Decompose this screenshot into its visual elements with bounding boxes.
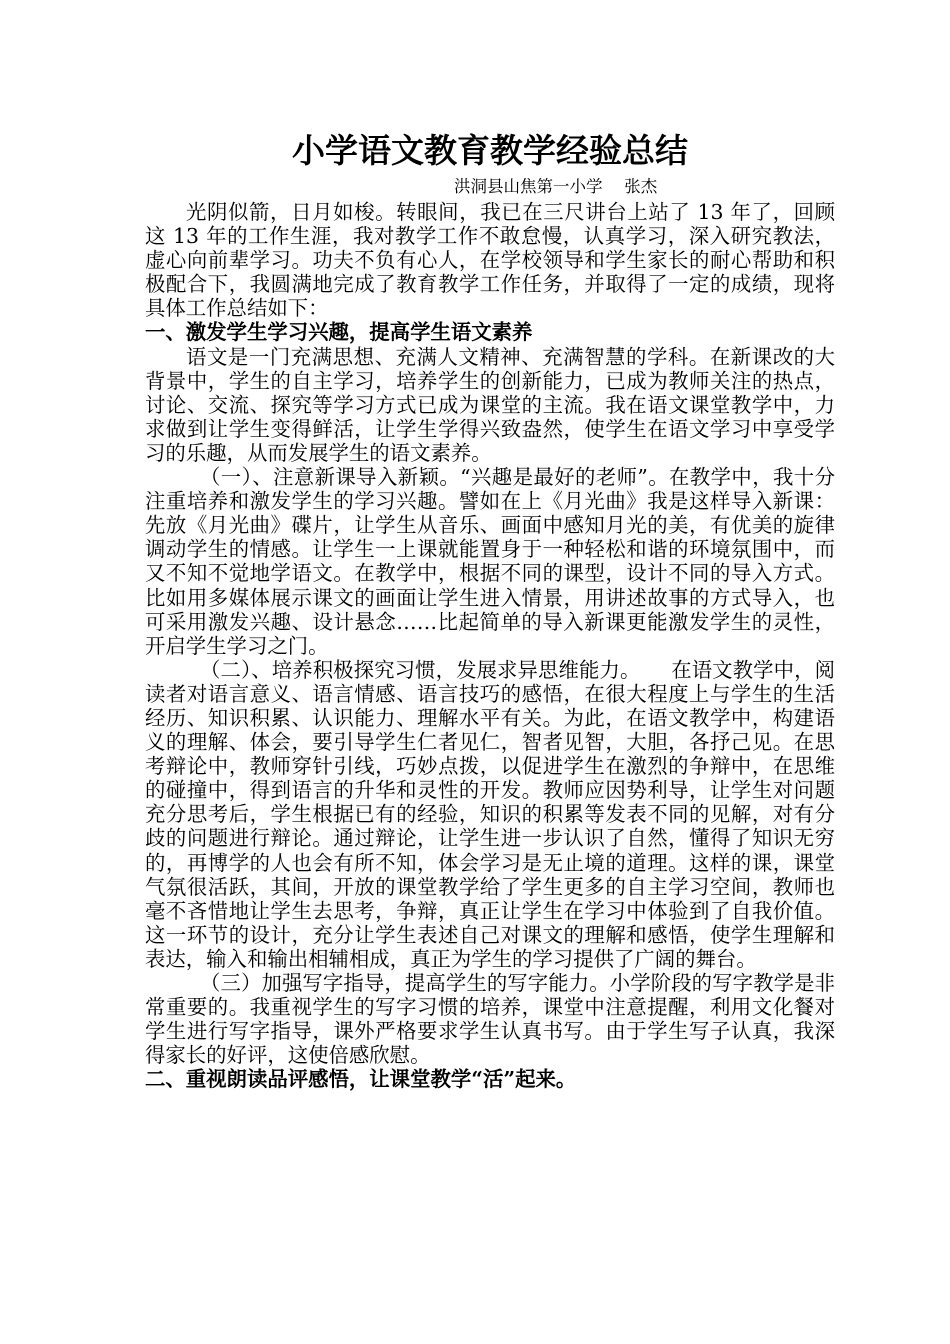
section-2-heading: 二、重视朗读品评感悟，让课堂教学“活”起来。 — [145, 1067, 577, 1092]
section-1-paragraph-1: 语文是一门充满思想、充满人文精神、充满智慧的学科。在新课改的大背景中，学生的自主学习，培养学生的创新能力，已成为教师关注的热点，讨论、交流、探究等学习方式已成为课堂的主流。我在语文课堂教学中，力求做到让学生变得鲜活，让学生学得兴致盎然，使学生在语文学习中享受学习的乐趣，从而发展学生的语文素养。 — [145, 344, 835, 465]
document-title: 小学语文教育教学经验总结 — [292, 131, 688, 170]
document-page — [145, 128, 835, 1091]
section-1-paragraph-2: （一）、注意新课导入新颖。“兴趣是最好的老师”。在教学中，我十分注重培养和激发学生的学习兴趣。譬如在上《月光曲》我是这样导入新课：先放《月光曲》碟片，让学生从音乐、画面中感知月光的美，有优美的旋律调动学生的情感。让学生一上课就能置身于一种轻松和谐的环境氛围中，而又不知不觉地学语文。在教学中，根据不同的课型，设计不同的导入方式。比如用多媒体展示课文的画面让学生进入情景，用讲述故事的方式导入，也可采用激发兴趣、设计悬念……比起简单的导入新课更能激发学生的灵性，开启学生学习之门。 — [145, 465, 835, 658]
section-1-paragraph-4: （三）加强写字指导，提高学生的写字能力。小学阶段的写字教学是非常重要的。我重视学生的写字习惯的培养，课堂中注意提醒，利用文化餐对学生进行写字指导，课外严格要求学生认真书写。由于学生写子认真，我深得家长的好评，这使倍感欣慰。 — [145, 971, 835, 1068]
document-body — [145, 200, 835, 1091]
author-byline: 洪洞县山焦第一小学 张杰 — [454, 177, 658, 196]
intro-paragraph: 光阴似箭，日月如梭。转眼间，我已在三尺讲台上站了 13 年了，回顾这 13 年的工作生涯，我对教学工作不敢怠慢，认真学习，深入研究教法，虚心向前辈学习。功夫不负有心人，在学校领导和学生家长的耐心帮助和积极配合下，我圆满地完成了教育教学工作任务，并取得了一定的成绩，现将具体工作总结如下： — [145, 200, 835, 321]
section-1-paragraph-3: （二）、培养积极探究习惯，发展求异思维能力。 在语文教学中，阅读者对语言意义、语言情感、语言技巧的感悟，在很大程度上与学生的生活经历、知识积累、认识能力、理解水平有关。为此，在语文教学中，构建语义的理解、体会，要引导学生仁者见仁，智者见智，大胆，各抒己见。在思考辩论中，教师穿针引线，巧妙点拨，以促进学生在激烈的争辩中，在思维的碰撞中，得到语言的升华和灵性的开发。教师应因势利导，让学生对问题充分思考后，学生根据已有的经验，知识的积累等发表不同的见解，对有分歧的问题进行辩论。通过辩论，让学生进一步认识了自然，懂得了知识无穷的，再博学的人也会有所不知，体会学习是无止境的道理。这样的课，课堂气氛很活跃，其间，开放的课堂教学给了学生更多的自主学习空间，教师也毫不吝惜地让学生去思考，争辩，真正让学生在学习中体验到了自我价值。这一环节的设计，充分让学生表述自己对课文的理解和感悟，使学生理解和表达，输入和输出相辅相成，真正为学生的学习提供了广阔的舞台。 — [145, 657, 835, 971]
section-1-heading: 一、激发学生学习兴趣，提高学生语文素养 — [145, 320, 533, 345]
